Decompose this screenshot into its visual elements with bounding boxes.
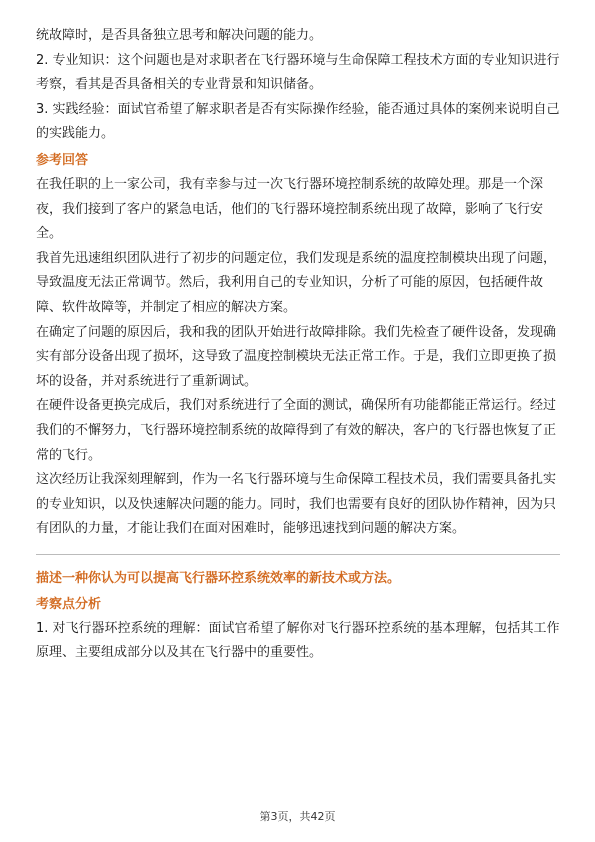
answer-paragraph: 这次经历让我深刻理解到，作为一名飞行器环境与生命保障工程技术员，我们需要具备扎实的专业知识，以及快速解决问题的能力。同时，我们也需要有良好的团队协作精神，因为只有团队的力量，才能让我们在面对困难时，能够迅速找到问题的解决方案。 [36, 472, 557, 537]
reference-answer-heading: 参考回答 [36, 152, 89, 168]
answer-paragraph: 在确定了问题的原因后，我和我的团队开始进行故障排除。我们先检查了硬件设备，发现确实有部分设备出现了损坏，这导致了温度控制模块无法正常工作。于是，我们立即更换了损坏的设备，并对系统进行了重新调试。 [36, 324, 557, 389]
paragraph-continuation: 统故障时，是否具备独立思考和解决问题的能力。 [36, 28, 323, 43]
analysis-heading: 考察点分析 [36, 596, 102, 612]
answer-paragraph: 在我任职的上一家公司，我有幸参与过一次飞行器环境控制系统的故障处理。那是一个深夜，我们接到了客户的紧急电话，他们的飞行器环境控制系统出现了故障，影响了飞行安全。 [36, 176, 544, 242]
question-title: 描述一种你认为可以提高飞行器环控系统效率的新技术或方法。 [36, 570, 401, 586]
answer-paragraph: 在硬件设备更换完成后，我们对系统进行了全面的测试，确保所有功能都能正常运行。经过我们的不懈努力，飞行器环境控制系统的故障得到了有效的解决，客户的飞行器也恢复了正常的飞行。 [36, 398, 557, 463]
analysis-paragraph: 1. 对飞行器环控系统的理解：面试官希望了解你对飞行器环控系统的基本理解，包括其工作原理、主要组成部分以及其在飞行器中的重要性。 [36, 620, 560, 661]
paragraph-practical-experience: 3. 实践经验：面试官希望了解求职者是否有实际操作经验，能否通过具体的案例来说明自己的实践能力。 [36, 101, 560, 142]
answer-paragraph: 我首先迅速组织团队进行了初步的问题定位，我们发现是系统的温度控制模块出现了问题，导致温度无法正常调节。然后，我利用自己的专业知识，分析了可能的原因，包括硬件故障、软件故障等，并制定了相应的解决方案。 [36, 250, 557, 315]
section-divider [36, 554, 560, 555]
page-footer: 第3页，共42页 [259, 810, 336, 823]
paragraph-professional-knowledge: 2. 专业知识：这个问题也是对求职者在飞行器环境与生命保障工程技术方面的专业知识进行考察，看其是否具备相关的专业背景和知识储备。 [36, 52, 560, 93]
document-body [36, 24, 560, 666]
